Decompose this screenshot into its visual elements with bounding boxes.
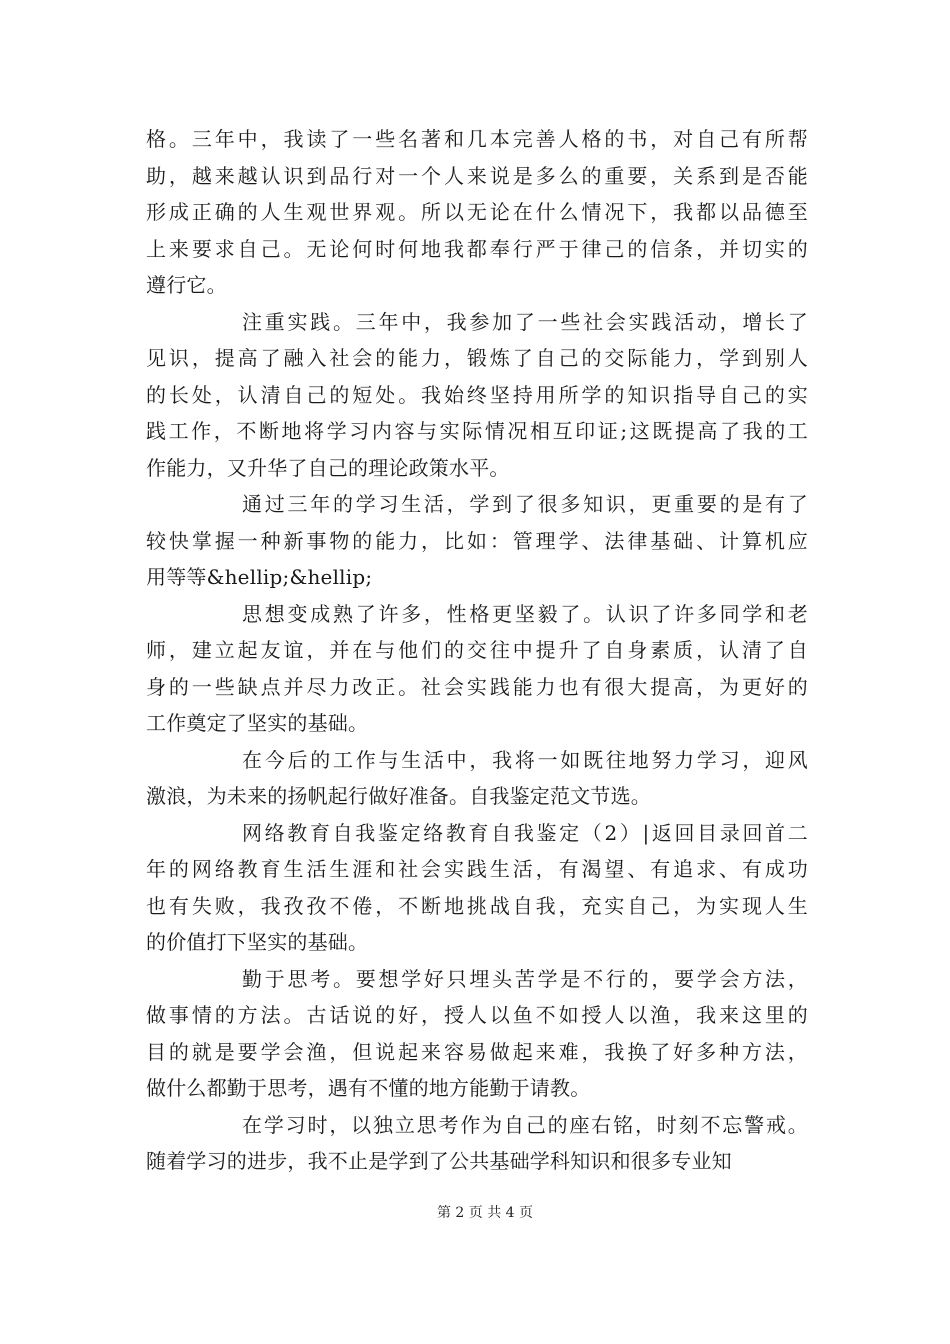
text-line: 做事情的方法。古话说的好，授人以鱼不如授人以渔，我来这里的 (146, 1003, 808, 1027)
text-line: 助，越来越认识到品行对一个人来说是多么的重要，关系到是否能 (146, 163, 808, 188)
text-line: 网络教育自我鉴定络教育自我鉴定（2）|返回目录回首二 (242, 820, 808, 845)
text-line: 的价值打下坚实的基础。 (146, 930, 369, 954)
text-line: 随着学习的进步，我不止是学到了公共基础学科知识和很多专业知 (146, 1149, 732, 1173)
text-line: 践工作，不断地将学习内容与实际情况相互印证;这既提高了我的工 (146, 419, 808, 443)
text-line: 工作奠定了坚实的基础。 (146, 711, 369, 735)
text-line: 用等等&hellip;&hellip; (146, 565, 373, 589)
text-line: 在学习时，以独立思考作为自己的座右铭，时刻不忘警戒。 (242, 1112, 808, 1137)
text-line: 年的网络教育生活生涯和社会实践生活，有渴望、有追求、有成功 (146, 857, 808, 881)
paragraph (146, 596, 808, 742)
text-line: 做什么都勤于思考，遇有不懂的地方能勤于请教。 (146, 1076, 591, 1100)
text-line: 思想变成熟了许多，性格更坚毅了。认识了许多同学和老 (242, 601, 808, 626)
text-line: 的长处，认清自己的短处。我始终坚持用所学的知识指导自己的实 (146, 382, 808, 407)
text-line: 目的就是要学会渔，但说起来容易做起来难，我换了好多种方法， (146, 1039, 808, 1064)
paragraph (146, 961, 808, 1107)
text-line: 见识，提高了融入社会的能力，锻炼了自己的交际能力，学到别人 (146, 346, 808, 370)
text-line: 也有失败，我孜孜不倦，不断地挑战自我，充实自己，为实现人生 (146, 893, 808, 918)
paragraph (146, 121, 808, 304)
text-line: 注重实践。三年中，我参加了一些社会实践活动，增长了 (242, 309, 808, 334)
text-line: 遵行它。 (146, 273, 227, 297)
paragraph (146, 486, 808, 596)
paragraph (146, 742, 808, 815)
text-line: 格。三年中，我读了一些名著和几本完善人格的书，对自己有所帮 (146, 127, 808, 151)
paragraph (146, 1107, 808, 1180)
text-line: 师，建立起友谊，并在与他们的交往中提升了自身素质，认清了自 (146, 638, 808, 662)
text-line: 激浪，为未来的扬帆起行做好准备。自我鉴定范文节选。 (146, 784, 651, 808)
paragraph (146, 304, 808, 487)
text-line: 身的一些缺点并尽力改正。社会实践能力也有很大提高，为更好的 (146, 674, 808, 699)
text-line: 通过三年的学习生活，学到了很多知识，更重要的是有了 (242, 492, 808, 516)
text-line: 在今后的工作与生活中，我将一如既往地努力学习，迎风 (242, 747, 808, 772)
text-line: 较快掌握一种新事物的能力，比如：管理学、法律基础、计算机应 (146, 528, 808, 553)
paragraph (146, 815, 808, 961)
text-line: 形成正确的人生观世界观。所以无论在什么情况下，我都以品德至 (146, 200, 808, 224)
text-line: 上来要求自己。无论何时何地我都奉行严于律己的信条，并切实的 (146, 236, 808, 261)
text-line: 勤于思考。要想学好只埋头苦学是不行的，要学会方法， (242, 966, 808, 991)
page-number-footer: 第 2 页 共 4 页 (436, 1205, 534, 1221)
document-body (146, 121, 808, 1180)
text-line: 作能力，又升华了自己的理论政策水平。 (146, 455, 510, 480)
